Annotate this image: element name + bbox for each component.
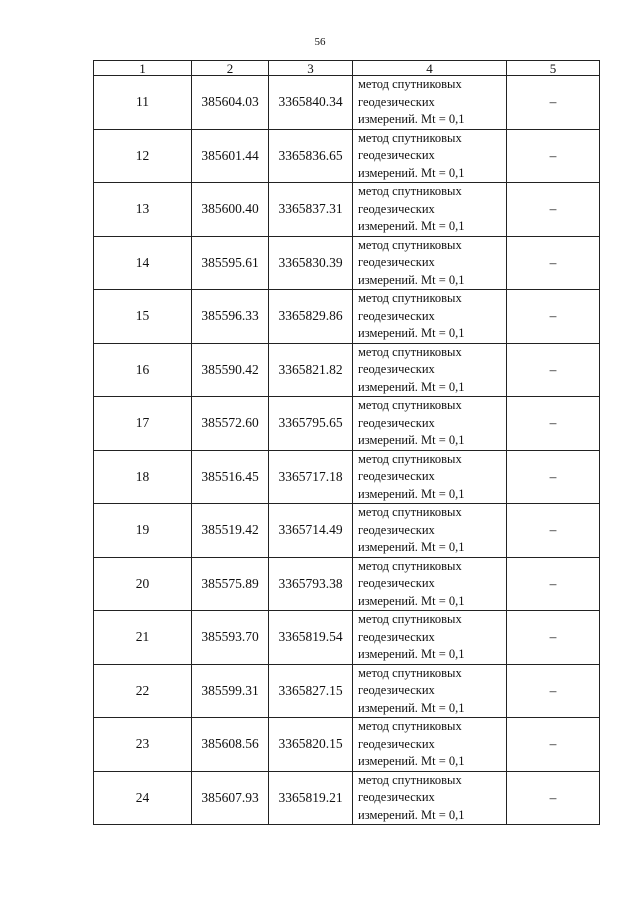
x-coordinate-cell: 385575.89 bbox=[192, 557, 269, 611]
method-line-1: метод спутниковых bbox=[358, 77, 462, 91]
method-line-2: геодезических bbox=[358, 255, 435, 269]
method-line-3: измерений. Mt = 0,1 bbox=[358, 433, 465, 447]
column-5-cell: – bbox=[507, 397, 600, 451]
method-line-2: геодезических bbox=[358, 576, 435, 590]
table-row bbox=[94, 504, 600, 558]
method-line-3: измерений. Mt = 0,1 bbox=[358, 593, 465, 608]
method-line-3: измерений. Mt = 0,1 bbox=[358, 272, 465, 287]
method-cell bbox=[353, 343, 507, 397]
method-cell bbox=[353, 664, 507, 718]
x-coordinate-cell: 385572.60 bbox=[192, 397, 269, 451]
column-5-cell: – bbox=[507, 664, 600, 718]
x-coordinate-cell: 385608.56 bbox=[192, 718, 269, 772]
point-number-cell: 18 bbox=[94, 450, 192, 504]
column-header-3: 3 bbox=[269, 61, 353, 76]
table-row bbox=[94, 450, 600, 504]
point-number-cell: 24 bbox=[94, 771, 192, 825]
point-number-cell: 21 bbox=[94, 611, 192, 665]
point-number-cell: 13 bbox=[94, 183, 192, 237]
method-line-2: геодезических bbox=[358, 201, 435, 216]
column-5-cell: – bbox=[507, 183, 600, 237]
method-line-2: геодезических bbox=[358, 308, 435, 323]
method-line-3: измерений. Mt = 0,1 bbox=[358, 112, 465, 126]
y-coordinate-cell: 3365836.65 bbox=[269, 129, 353, 183]
column-5-cell: – bbox=[507, 290, 600, 344]
y-coordinate-cell: 3365793.38 bbox=[269, 557, 353, 611]
column-header-2: 2 bbox=[192, 61, 269, 76]
method-line-1: метод спутниковых bbox=[358, 291, 462, 305]
method-line-3: измерений. Mt = 0,1 bbox=[358, 379, 465, 394]
method-line-2: геодезических bbox=[358, 790, 435, 804]
method-line-2: геодезических bbox=[358, 629, 435, 644]
point-number-cell: 23 bbox=[94, 718, 192, 772]
column-5-cell: – bbox=[507, 129, 600, 183]
table-row bbox=[94, 664, 600, 718]
x-coordinate-cell: 385604.03 bbox=[192, 76, 269, 130]
method-cell bbox=[353, 397, 507, 451]
method-line-1: метод спутниковых bbox=[358, 665, 462, 680]
x-coordinate-cell: 385595.61 bbox=[192, 236, 269, 290]
column-5-cell: – bbox=[507, 557, 600, 611]
method-line-2: геодезических bbox=[358, 469, 435, 483]
x-coordinate-cell: 385599.31 bbox=[192, 664, 269, 718]
column-header-1: 1 bbox=[94, 61, 192, 76]
method-line-3: измерений. Mt = 0,1 bbox=[358, 647, 465, 661]
table-row bbox=[94, 397, 600, 451]
method-cell bbox=[353, 611, 507, 665]
x-coordinate-cell: 385519.42 bbox=[192, 504, 269, 558]
method-line-2: геодезических bbox=[358, 94, 435, 109]
table-header bbox=[94, 61, 600, 76]
method-line-2: геодезических bbox=[358, 362, 435, 376]
method-cell bbox=[353, 183, 507, 237]
method-line-1: метод спутниковых bbox=[358, 451, 462, 466]
column-5-cell: – bbox=[507, 343, 600, 397]
coordinates-table bbox=[93, 60, 600, 825]
method-line-1: метод спутниковых bbox=[358, 184, 462, 198]
point-number-cell: 14 bbox=[94, 236, 192, 290]
y-coordinate-cell: 3365829.86 bbox=[269, 290, 353, 344]
method-line-1: метод спутниковых bbox=[358, 558, 462, 573]
column-5-cell: – bbox=[507, 76, 600, 130]
column-5-cell: – bbox=[507, 450, 600, 504]
x-coordinate-cell: 385596.33 bbox=[192, 290, 269, 344]
y-coordinate-cell: 3365819.21 bbox=[269, 771, 353, 825]
table-row bbox=[94, 343, 600, 397]
column-5-cell: – bbox=[507, 718, 600, 772]
y-coordinate-cell: 3365827.15 bbox=[269, 664, 353, 718]
method-cell bbox=[353, 718, 507, 772]
method-line-3: измерений. Mt = 0,1 bbox=[358, 219, 465, 233]
method-line-3: измерений. Mt = 0,1 bbox=[358, 486, 465, 501]
method-line-1: метод спутниковых bbox=[358, 612, 462, 626]
method-cell bbox=[353, 557, 507, 611]
method-line-3: измерений. Mt = 0,1 bbox=[358, 754, 465, 768]
method-cell bbox=[353, 76, 507, 130]
method-line-1: метод спутниковых bbox=[358, 772, 462, 787]
method-line-3: измерений. Mt = 0,1 bbox=[358, 540, 465, 554]
column-5-cell: – bbox=[507, 236, 600, 290]
method-cell bbox=[353, 450, 507, 504]
method-line-2: геодезических bbox=[358, 736, 435, 751]
y-coordinate-cell: 3365837.31 bbox=[269, 183, 353, 237]
x-coordinate-cell: 385593.70 bbox=[192, 611, 269, 665]
y-coordinate-cell: 3365795.65 bbox=[269, 397, 353, 451]
x-coordinate-cell: 385516.45 bbox=[192, 450, 269, 504]
method-line-1: метод спутниковых bbox=[358, 398, 462, 412]
method-line-1: метод спутниковых bbox=[358, 505, 462, 519]
table-row bbox=[94, 771, 600, 825]
column-header-5: 5 bbox=[507, 61, 600, 76]
point-number-cell: 11 bbox=[94, 76, 192, 130]
point-number-cell: 16 bbox=[94, 343, 192, 397]
method-cell bbox=[353, 236, 507, 290]
method-line-2: геодезических bbox=[358, 415, 435, 430]
y-coordinate-cell: 3365717.18 bbox=[269, 450, 353, 504]
table-row bbox=[94, 290, 600, 344]
x-coordinate-cell: 385607.93 bbox=[192, 771, 269, 825]
x-coordinate-cell: 385600.40 bbox=[192, 183, 269, 237]
method-cell bbox=[353, 771, 507, 825]
column-header-4: 4 bbox=[353, 61, 507, 76]
point-number-cell: 20 bbox=[94, 557, 192, 611]
table-row bbox=[94, 718, 600, 772]
method-cell bbox=[353, 129, 507, 183]
method-line-1: метод спутниковых bbox=[358, 719, 462, 733]
method-line-2: геодезических bbox=[358, 522, 435, 537]
page-number: 56 bbox=[314, 36, 326, 48]
table-row bbox=[94, 76, 600, 130]
table-body bbox=[94, 76, 600, 825]
y-coordinate-cell: 3365714.49 bbox=[269, 504, 353, 558]
point-number-cell: 17 bbox=[94, 397, 192, 451]
method-line-2: геодезических bbox=[358, 683, 435, 697]
method-line-1: метод спутниковых bbox=[358, 344, 462, 359]
x-coordinate-cell: 385601.44 bbox=[192, 129, 269, 183]
column-5-cell: – bbox=[507, 611, 600, 665]
method-line-1: метод спутниковых bbox=[358, 130, 462, 145]
column-5-cell: – bbox=[507, 504, 600, 558]
point-number-cell: 19 bbox=[94, 504, 192, 558]
y-coordinate-cell: 3365819.54 bbox=[269, 611, 353, 665]
point-number-cell: 22 bbox=[94, 664, 192, 718]
method-line-2: геодезических bbox=[358, 148, 435, 162]
table-row bbox=[94, 129, 600, 183]
header-row bbox=[94, 61, 600, 76]
method-cell bbox=[353, 290, 507, 344]
method-line-3: измерений. Mt = 0,1 bbox=[358, 700, 465, 715]
table-row bbox=[94, 183, 600, 237]
method-line-3: измерений. Mt = 0,1 bbox=[358, 326, 465, 340]
y-coordinate-cell: 3365830.39 bbox=[269, 236, 353, 290]
method-line-1: метод спутниковых bbox=[358, 237, 462, 252]
y-coordinate-cell: 3365840.34 bbox=[269, 76, 353, 130]
method-line-3: измерений. Mt = 0,1 bbox=[358, 807, 465, 822]
point-number-cell: 12 bbox=[94, 129, 192, 183]
table-row bbox=[94, 611, 600, 665]
y-coordinate-cell: 3365820.15 bbox=[269, 718, 353, 772]
table-row bbox=[94, 557, 600, 611]
x-coordinate-cell: 385590.42 bbox=[192, 343, 269, 397]
point-number-cell: 15 bbox=[94, 290, 192, 344]
method-line-3: измерений. Mt = 0,1 bbox=[358, 165, 465, 180]
table-row bbox=[94, 236, 600, 290]
y-coordinate-cell: 3365821.82 bbox=[269, 343, 353, 397]
column-5-cell: – bbox=[507, 771, 600, 825]
method-cell bbox=[353, 504, 507, 558]
